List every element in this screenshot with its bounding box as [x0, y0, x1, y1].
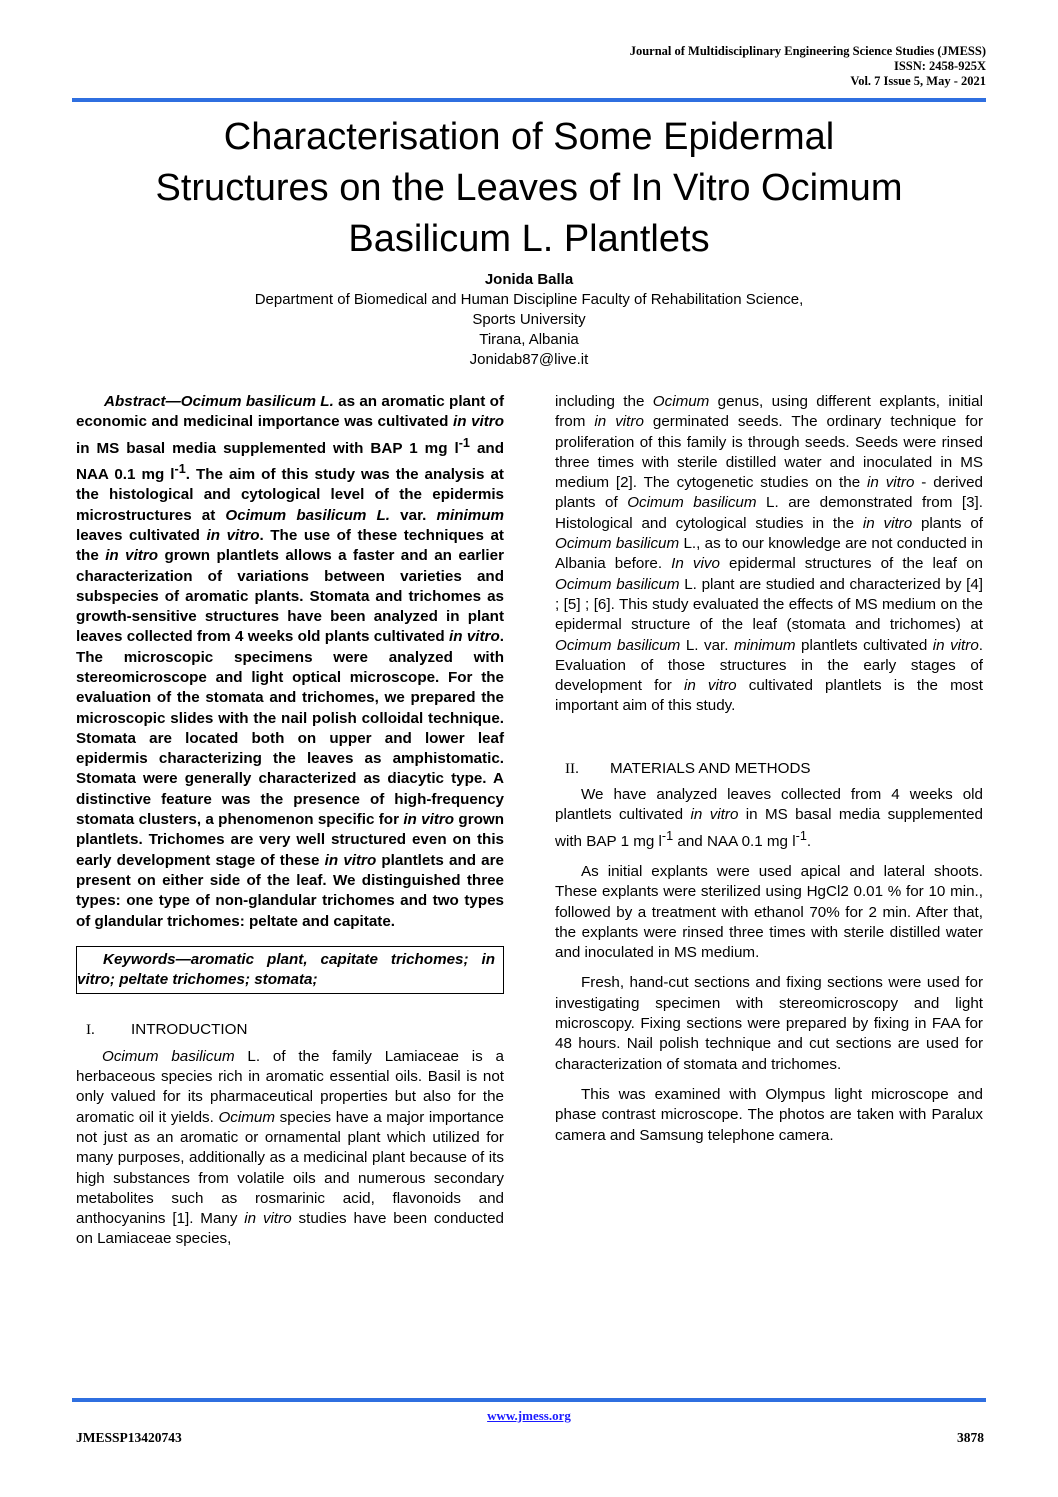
abstract-text: leaves cultivated [76, 526, 207, 544]
section-title: INTRODUCTION [131, 1021, 248, 1039]
author-affiliation-1: Department of Biomedical and Human Discipline Faculty of Rehabilitation Science, [254, 291, 804, 308]
abstract-em: in vitro [452, 413, 504, 431]
intro-text: L., as to our knowledge are not conducted in Albania before. [555, 535, 983, 573]
intro-em: in vitro [932, 636, 979, 654]
abstract-em: in vitro [206, 526, 260, 544]
section-title: MATERIALS AND METHODS [610, 759, 811, 777]
intro-em: in vitro [594, 413, 644, 431]
abstract [76, 392, 504, 932]
abstract-text: . The aim of this study was the analysis at the histological and cytological level of the epidermis microstructures at [76, 466, 504, 524]
intro-text: - derived plants of [555, 474, 984, 512]
section-heading-methods [555, 759, 983, 779]
abstract-text: and NAA 0.1 mg l [76, 439, 504, 484]
intro-text: plants of [912, 514, 983, 532]
abstract-text: in MS basal media supplemented with BAP 1 mg l [76, 439, 459, 457]
intro-em: in vitro [862, 514, 913, 532]
page-number: 3878 [957, 1430, 984, 1445]
abstract-text: . The use of these techniques at the [76, 526, 504, 565]
abstract-sup: -1 [174, 461, 186, 476]
title-line-1: Characterisation of Some Epidermal [223, 116, 835, 158]
keywords-box [76, 946, 504, 995]
intro-em: Ocimum basilicum [555, 636, 681, 654]
abstract-text: plantlets and are present on either side of the leaf. We distinguished three types: one type of non-glandular trichomes and two types of glandular trichomes: peltate and capitate. [76, 851, 504, 930]
section-number: II. [565, 759, 579, 777]
paper-id: JMESSP13420743 [76, 1430, 182, 1445]
title-line-2: Structures on the Leaves of In Vitro Ocimum [155, 167, 903, 209]
abstract-text: grown plantlets allows a faster and an earlier characterization of variations between varieties and subspecies of aromatic plants. Stomata and trichomes as growth-sensitive structures have been analyzed in plant leaves collected from 4 weeks old plants cultivated [76, 547, 504, 646]
intro-text: L. var. [680, 636, 734, 654]
intro-em: In vivo [671, 555, 720, 573]
abstract-em: minimum [436, 506, 505, 524]
methods-paragraph [555, 785, 983, 852]
methods-text: in MS basal media supplemented with BAP 1 mg l [555, 806, 984, 850]
intro-continuation [555, 392, 983, 717]
intro-text: epidermal structures of the leaf on [719, 555, 984, 573]
author-email[interactable]: Jonidab87@live.it [469, 351, 589, 368]
abstract-sup: -1 [458, 435, 470, 450]
methods-paragraph: This was examined with Olympus light microscope and phase contrast microscope. The photos are taken with Paralux camera and Samsung telephone camera. [555, 1085, 983, 1144]
abstract-lead: Abstract—Ocimum basilicum L. [104, 393, 334, 410]
methods-paragraph: As initial explants were used apical and lateral shoots. These explants were sterilized using HgCl2 0.01 % for 10 min., followed by a treatment with ethanol 70% for 2 min. After that, the explants were rinsed three times with sterile distilled water and inoculated in MS medium. [555, 863, 983, 962]
abstract-em: in vitro [449, 628, 500, 646]
intro-em: Ocimum basilicum [555, 535, 680, 553]
intro-text: L. of the family Lamiaceae is a herbaceous species rich in aromatic essential oils. Basil is not only valued for its pharmaceutical properties but also for the aromatic oil it yields. [76, 1047, 504, 1126]
intro-text: L. plant are studied and characterized by [4] ; [5] ; [6]. This study evaluated the effects of MS medium on the epidermal structure of the leaf (stomata and trichomes) at [555, 575, 983, 634]
methods-text: We have analyzed leaves collected from 4 weeks old plantlets cultivated [555, 786, 983, 824]
header-rule [72, 98, 986, 102]
abstract-text: var. [390, 506, 437, 524]
intro-em: in vitro [244, 1210, 292, 1228]
intro-text: . Evaluation of those structures in the early stages of development for [555, 636, 984, 695]
left-column [76, 392, 504, 1250]
intro-text: studies have been conducted on Lamiaceae species, [76, 1210, 505, 1248]
abstract-text: . The microscopic specimens were analyzed with stereomicroscope and light optical microscope. For the evaluation of the stomata and trichomes, we prepared the microscopic slides with the nail polish colloidal technique. Stomata are located both on upper and lower leaf epidermis characterizing the leaves as amphistomatic. Stomata were generally characterized as diacytic type. A distinctive feature was the presence of high-frequency stomata clusters, a phenomenon specific for [76, 628, 504, 829]
author-affiliation-2: Sports University [472, 311, 586, 328]
section-heading-introduction [76, 1020, 504, 1040]
intro-em: in vitro [867, 474, 915, 492]
abstract-em: Ocimum basilicum L. [225, 506, 391, 524]
methods-paragraph: Fresh, hand-cut sections and fixing sections were used for investigating specimen with stereomicroscopy and light microscopy. Fixing sections were prepared by fixing in FAA for 48 hours. Nail polish technique and cut sections are used for characterization of stomata and trichomes. [555, 974, 983, 1073]
paper-title [72, 112, 986, 265]
intro-text: genus, using different explants, initial from [555, 393, 983, 431]
abstract-em: in vitro [403, 811, 455, 829]
intro-em: minimum [733, 636, 796, 654]
intro-paragraph [76, 1047, 504, 1250]
abstract-text: grown plantlets. Trichomes are very well structured even on this early development stage of these [76, 811, 504, 869]
author-name: Jonida Balla [484, 271, 574, 288]
intro-em: Ocimum basilicum [627, 494, 757, 512]
author-block [72, 270, 986, 370]
intro-text: germinated seeds. The ordinary technique for proliferation of this family is through seeds. Seeds were rinsed three times with sterile distilled water and inoculated in MS medium [2]. The cytogenetic studies on the [555, 413, 983, 492]
intro-em: Ocimum [652, 393, 710, 410]
intro-text: cultivated plantlets is the most important aim of this study. [555, 677, 983, 715]
methods-text: . [806, 832, 812, 850]
title-line-3: Basilicum L. Plantlets [348, 218, 710, 260]
intro-text: L. are demonstrated from [3]. Histological and cytological studies in the [555, 494, 983, 532]
abstract-text: as an aromatic plant of economic and medicinal importance was cultivated [76, 393, 505, 431]
intro-em: Ocimum basilicum [102, 1047, 235, 1065]
intro-em: in vitro [683, 677, 737, 695]
methods-sup: -1 [661, 828, 674, 843]
methods-sup: -1 [795, 828, 807, 843]
abstract-em: in vitro [324, 851, 377, 869]
journal-header [466, 44, 986, 89]
intro-text: plantlets cultivated [795, 636, 933, 654]
journal-issn: ISSN: 2458-925X [893, 59, 986, 73]
section-number: I. [86, 1021, 95, 1039]
methods-em: in vitro [690, 806, 739, 824]
intro-em: Ocimum [218, 1108, 276, 1126]
journal-url-link[interactable]: www.jmess.org [487, 1408, 571, 1423]
methods-text: and NAA 0.1 mg l [673, 832, 796, 850]
intro-em: Ocimum basilicum [555, 575, 680, 593]
author-location: Tirana, Albania [479, 331, 579, 348]
intro-text: including the [555, 393, 653, 410]
journal-volume: Vol. 7 Issue 5, May - 2021 [850, 74, 986, 88]
footer-rule [72, 1398, 986, 1402]
abstract-em: in vitro [105, 547, 159, 565]
keywords: Keywords—aromatic plant, capitate trichomes; in vitro; peltate trichomes; stomata; [77, 950, 495, 989]
right-column [555, 392, 983, 1156]
journal-name: Journal of Multidisciplinary Engineering Science Studies (JMESS) [629, 44, 986, 58]
intro-text: species have a major importance not just as an aromatic or ornamental plant which utilized for many purposes, additionally as a medicinal plant because of its high substances from volatile oils and numerous secondary metabolites such as rosmarinic acid, flavonoids and anthocyanins [1]. Many [76, 1108, 504, 1228]
